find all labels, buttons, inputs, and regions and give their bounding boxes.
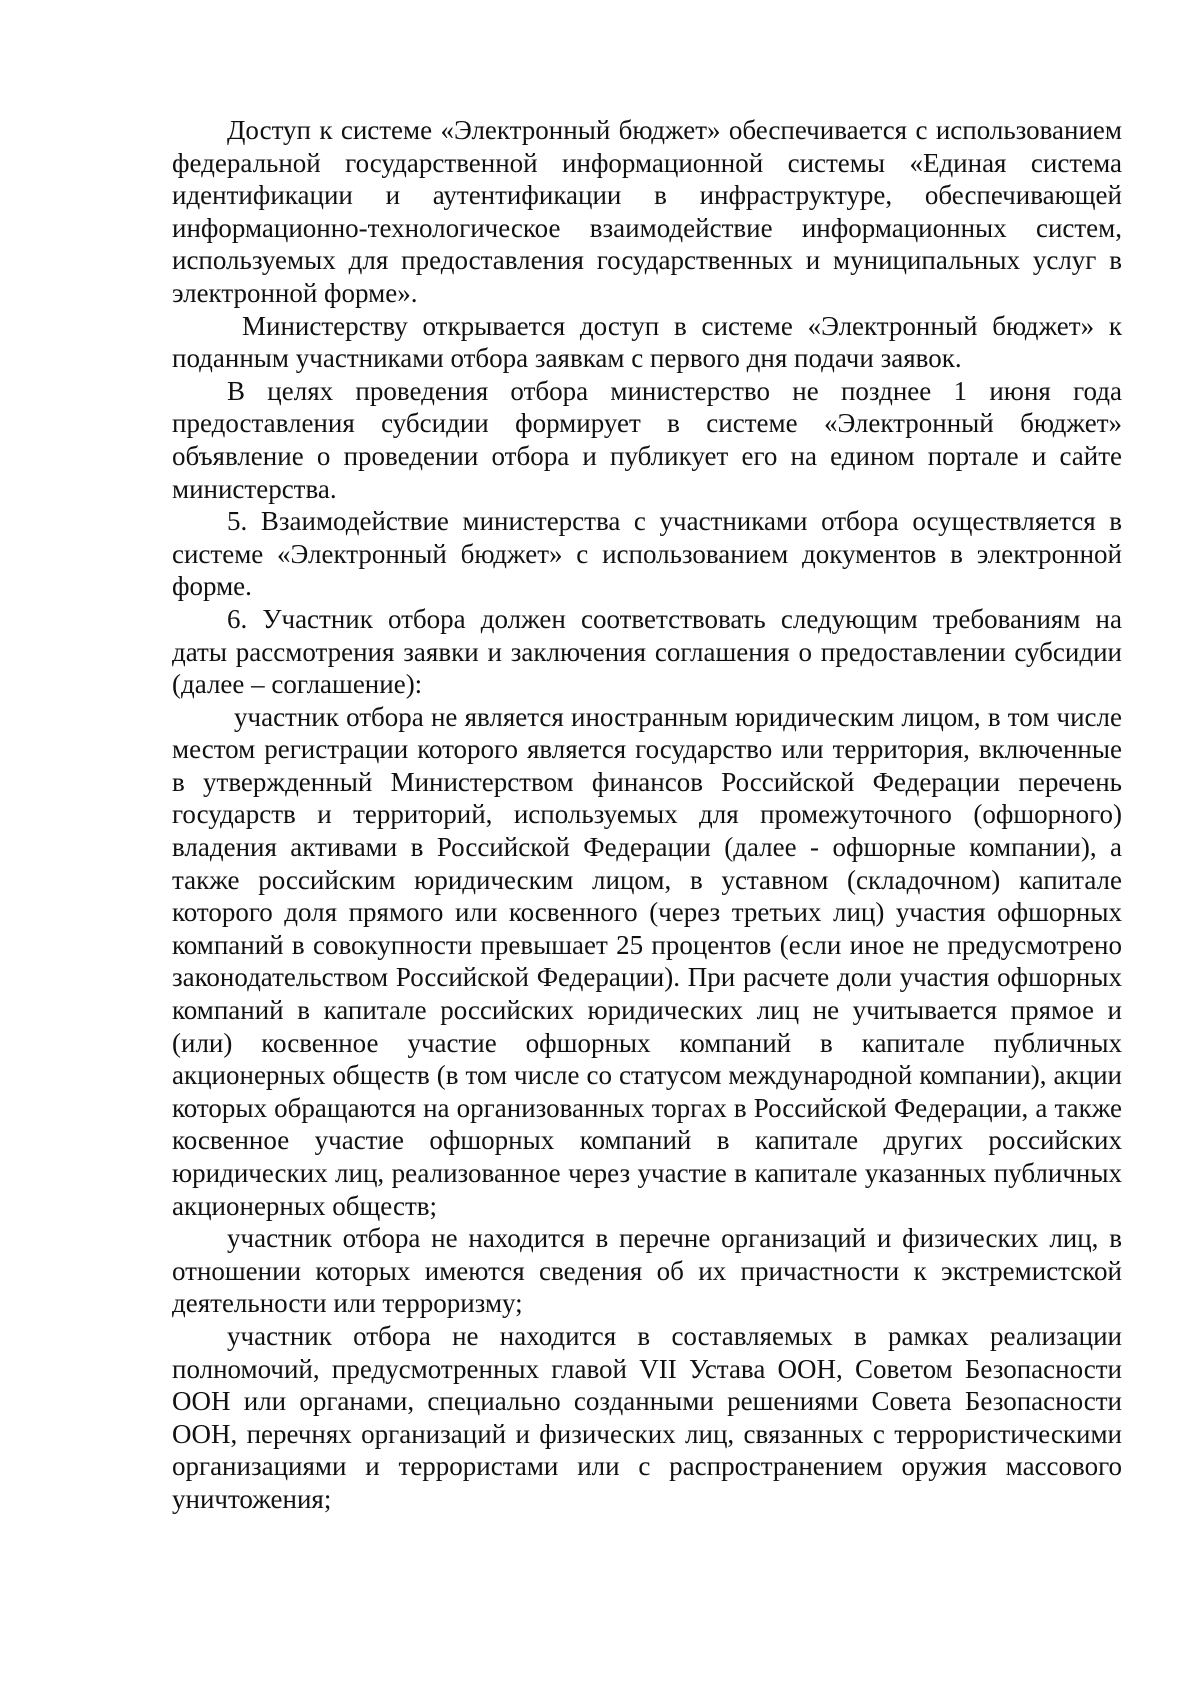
paragraph-announcement: В целях проведения отбора министерство не позднее 1 июня года предоставления субсидии формирует в системе «Электронный бюджет» объявление о проведении отбора и публикует его на едином портале и сайте министерства. [172,375,1122,504]
paragraph-item-6: 6. Участник отбора должен соответствовать следующим требованиям на даты рассмотрения заявки и заключения соглашения о предоставлении субсидии (далее – соглашение): [172,603,1122,700]
paragraph-item-5: 5. Взаимодействие министерства с участниками отбора осуществляется в системе «Электронный бюджет» с использованием документов в электронной форме. [172,506,1122,602]
paragraph-un-requirement: участник отбора не находится в составляемых в рамках реализации полномочий, предусмотренных главой VII Устава ООН, Советом Безопасности ООН или органами, специально созданными решениями Совета Безопасности ООН, перечнях организаций и физических лиц, связанных с террористическими организациями и террористами или с распространением оружия массового уничтожения; [172,1320,1122,1514]
paragraph-extremism-requirement: участник отбора не находится в перечне организаций и физических лиц, в отношении которых имеются сведения об их причастности к экстремистской деятельности или терроризму; [172,1223,1122,1319]
paragraph-ministry-access: Министерству открывается доступ в системе «Электронный бюджет» к поданным участниками отбора заявкам с первого дня подачи заявок. [172,310,1122,374]
paragraph-access-esia: Доступ к системе «Электронный бюджет» обеспечивается с использованием федеральной государственной информационной системы «Единая система идентификации и аутентификации в инфраструктуре, обеспечивающей информационно-технологическое взаимодействие информационных систем, используемых для предоставления государственных и муниципальных услуг в электронной форме». [172,115,1122,308]
document-body [172,114,1122,1516]
paragraph-offshore-requirement: участник отбора не является иностранным юридическим лицом, в том числе местом регистрации которого является государство или территория, включенные в утвержденный Министерством финансов Российской Федерации перечень государств и территорий, используемых для промежуточного (офшорного) владения активами в Российской Федерации (далее - офшорные компании), а также российским юридическим лицом, в уставном (складочном) капитале которого доля прямого или косвенного (через третьих лиц) участия офшорных компаний в совокупности превышает 25 процентов (если иное не предусмотрено законодательством Российской Федерации). При расчете доли участия офшорных компаний в капитале российских юридических лиц не учитывается прямое и (или) косвенное участие офшорных компаний в капитале публичных акционерных обществ (в том числе со статусом международной компании), акции которых обращаются на организованных торгах в Российской Федерации, а также косвенное участие офшорных компаний в капитале других российских юридических лиц, реализованное через участие в капитале указанных публичных акционерных обществ; [172,701,1122,1221]
